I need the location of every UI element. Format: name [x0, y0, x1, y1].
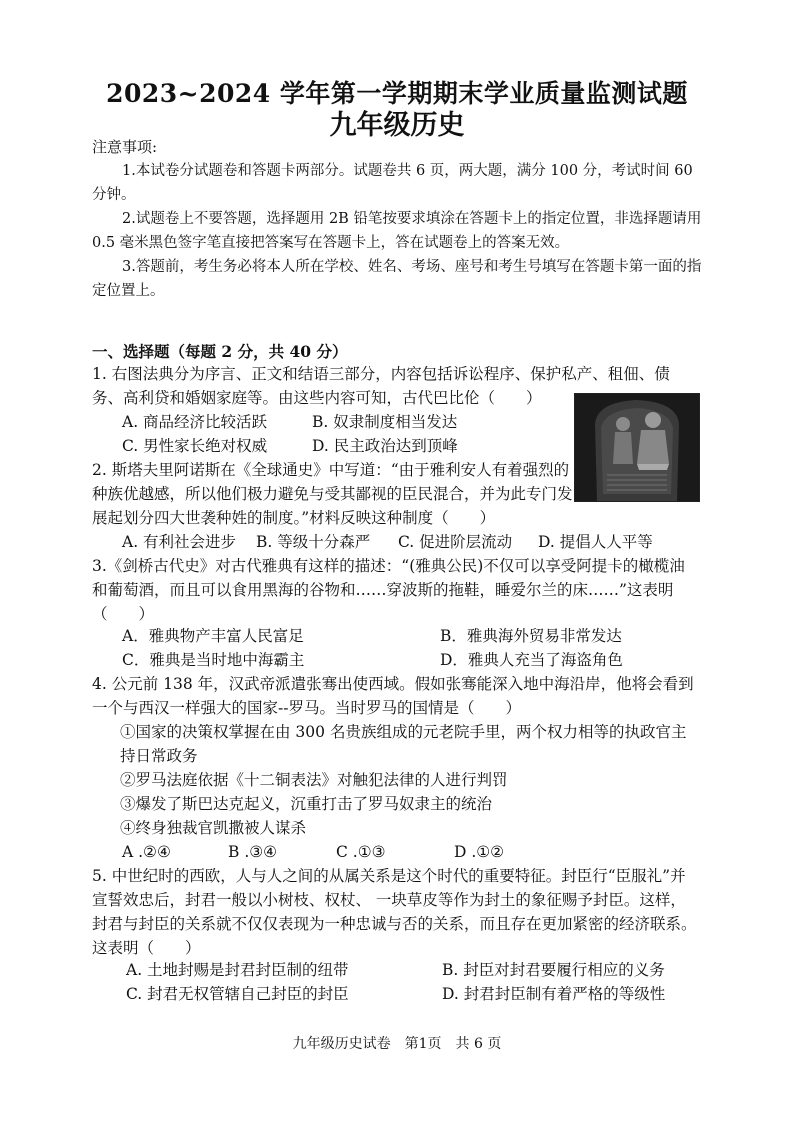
note-item: 3.答题前，考生务必将本人所在学校、姓名、考场、座号和考生号填写在答题卡第一面的指定位置上。 [92, 259, 702, 299]
question-subitem: ③爆发了斯巴达克起义，沉重打击了罗马奴隶主的统治 [120, 795, 493, 813]
question-option: A .②④ [122, 843, 171, 861]
question-option: B．雅典海外贸易非常发达 [440, 627, 622, 645]
page-footer: 九年级历史试卷 第1页 共 6 页 [292, 1036, 502, 1052]
note-item: 1.本试卷分试题卷和答题卡两部分。试题卷共 6 页，两大题，满分 100 分，考试时间 60 分钟。 [92, 163, 693, 203]
question-option: D. 民主政治达到顶峰 [312, 437, 458, 455]
question-option: A. 有利社会进步 [122, 533, 237, 551]
exam-subject: 九年级历史 [329, 110, 465, 141]
question-option: D．雅典人充当了海盗角色 [440, 651, 623, 669]
question-option: D .①② [454, 843, 505, 861]
question-option: D. 提倡人人平等 [538, 533, 653, 551]
question-option: C. 男性家长绝对权威 [122, 437, 268, 455]
question-option: B. 奴隶制度相当发达 [312, 413, 458, 431]
question-subitem: ①国家的决策权掌握在由 300 名贵族组成的元老院手里，两个权力相等的执政官主持日常政务 [120, 723, 687, 765]
question-option: B. 封臣对封君要履行相应的义务 [442, 961, 665, 979]
note-item: 2.试题卷上不要答题，选择题用 2B 铅笔按要求填涂在答题卡上的指定位置，非选择题请用 0.5 毫米黑色签字笔直接把答案写在答题卡上，答在试题卷上的答案无效。 [92, 211, 702, 251]
question-option: D. 封君封臣制有着严格的等级性 [442, 985, 666, 1003]
section-heading: 一、选择题（每题 2 分，共 40 分） [92, 342, 348, 361]
question-option: B. 等级十分森严 [256, 533, 371, 551]
question-option: C .①③ [336, 843, 386, 861]
question-stem: 2. 斯塔夫里阿诺斯在《全球通史》中写道：“由于雅利安人有着强烈的种族优越感，所以他们极力避免与受其鄙视的臣民混合，并为此专门发展起划分四大世袭种姓的制度。”材料反映这种制度（ ） [92, 461, 573, 527]
question-stem: 1. 右图法典分为序言、正文和结语三部分，内容包括诉讼程序、保护私产、租佃、债务、高利贷和婚姻家庭等。由这些内容可知，古代巴比伦（ ） [92, 365, 670, 407]
exam-title: 2023~2024 学年第一学期期末学业质量监测试题 [106, 79, 688, 108]
question-option: C. 促进阶层流动 [398, 533, 513, 551]
question-stem: 4. 公元前 138 年，汉武帝派遣张骞出使西域。假如张骞能深入地中海沿岸，他将会看到一个与西汉一样强大的国家--罗马。当时罗马的国情是（ ） [92, 675, 694, 717]
question-option: A. 商品经济比较活跃 [122, 413, 268, 431]
question-option: B .③④ [228, 843, 278, 861]
question-option: C．雅典是当时地中海霸主 [122, 651, 305, 669]
question-subitem: ②罗马法庭依据《十二铜表法》对触犯法律的人进行判罚 [120, 771, 508, 789]
question-subitem: ④终身独裁官凯撒被人谋杀 [120, 819, 307, 837]
hammurabi-stele-image [574, 393, 700, 502]
notes-heading: 注意事项: [92, 138, 158, 156]
question-stem: 3.《剑桥古代史》对古代雅典有这样的描述：“(雅典公民)不仅可以享受阿提卡的橄榄油和葡萄酒，而且可以食用黑海的谷物和……穿波斯的拖鞋，睡爱尔兰的床……”这表明（ ） [92, 557, 685, 623]
question-option: C. 封君无权管辖自己封臣的封臣 [126, 985, 349, 1003]
question-option: A. 土地封赐是封君封臣制的纽带 [126, 961, 349, 979]
question-option: A．雅典物产丰富人民富足 [122, 627, 304, 645]
question-stem: 5. 中世纪时的西欧，人与人之间的从属关系是这个时代的重要特征。封臣行“臣服礼”并宣誓效忠后，封君一般以小树枝、权杖、 一块草皮等作为封土的象征赐予封臣。这样，封君与封臣的关系就不仅仅表现为一种忠诚与否的关系，而且存在更加紧密的经济联系。这表明（ ） [92, 867, 697, 957]
